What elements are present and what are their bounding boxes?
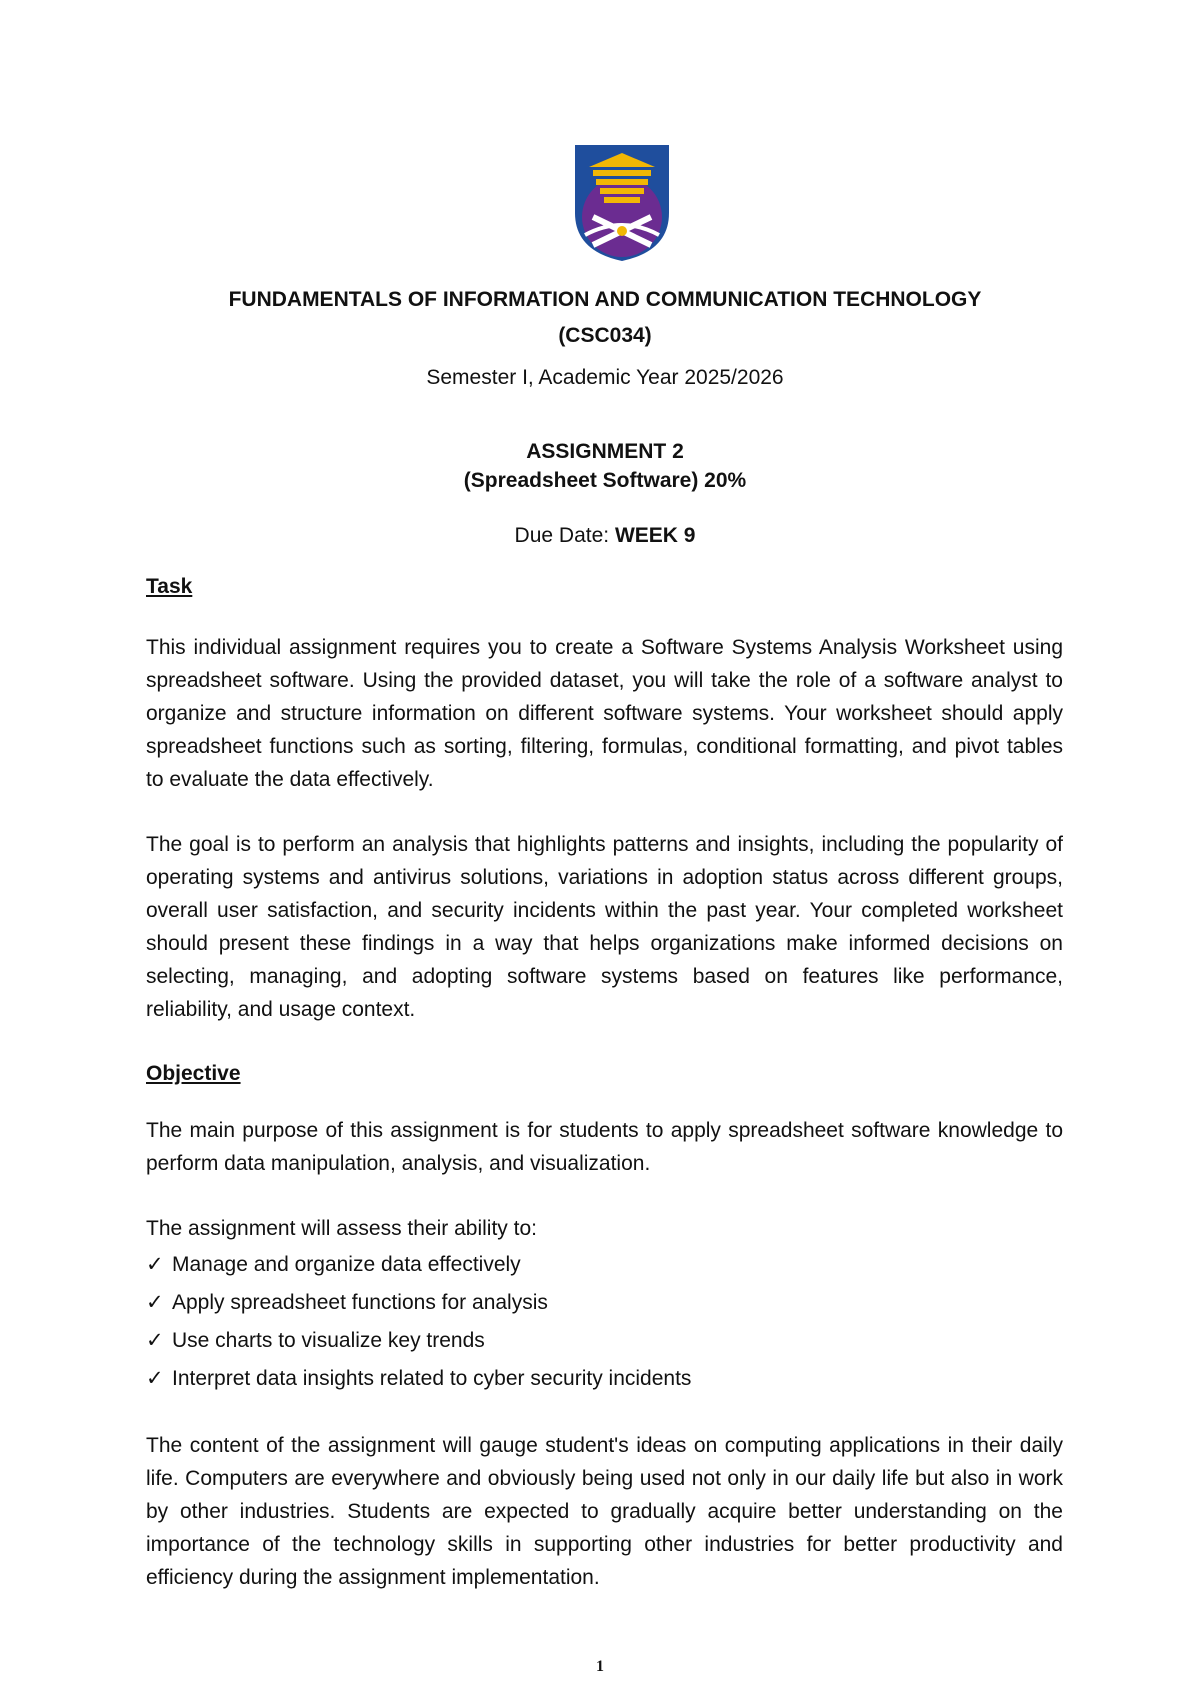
- objective-paragraph-1: The main purpose of this assignment is for students to apply spreadsheet software knowledge to perform data manipulation, analysis, and visualization.: [146, 1119, 1063, 1175]
- check-mark-icon: ✓: [146, 1367, 164, 1390]
- list-item: [146, 1246, 1063, 1284]
- list-item: [146, 1322, 1063, 1360]
- check-mark-icon: ✓: [146, 1253, 164, 1276]
- due-date-label: Due Date:: [514, 524, 615, 547]
- page-number: 1: [596, 1658, 604, 1675]
- university-crest-logo: [573, 143, 671, 263]
- semester-line: Semester I, Academic Year 2025/2026: [426, 366, 784, 389]
- task-heading: Task: [146, 575, 193, 598]
- course-code: (CSC034): [558, 324, 652, 347]
- check-mark-icon: ✓: [146, 1329, 164, 1352]
- list-item: [146, 1284, 1063, 1322]
- assignment-title: ASSIGNMENT 2: [526, 440, 684, 463]
- list-intro: The assignment will assess their ability to:: [146, 1217, 537, 1240]
- list-item-text: Apply spreadsheet functions for analysis: [172, 1291, 548, 1314]
- objective-heading: Objective: [146, 1062, 241, 1085]
- list-item-text: Interpret data insights related to cyber security incidents: [172, 1367, 692, 1390]
- task-paragraph-2: The goal is to perform an analysis that highlights patterns and insights, including the popularity of operating systems and antivirus solutions, variations in adoption status across different groups, overall user satisfaction, and security incidents within the past year. Your completed worksheet should present these findings in a way that helps organizations make informed decisions on selecting, managing, and adopting software systems based on features like performance, reliability, and usage context.: [146, 833, 1063, 1021]
- list-item-text: Manage and organize data effectively: [172, 1253, 521, 1276]
- due-date-line: [146, 522, 1064, 550]
- assignment-subtitle: (Spreadsheet Software) 20%: [463, 469, 747, 492]
- due-date-value: WEEK 9: [614, 524, 696, 547]
- list-item-text: Use charts to visualize key trends: [172, 1329, 485, 1352]
- ability-list: [146, 1246, 1063, 1398]
- assignment-title-block: [146, 437, 1064, 495]
- course-title: [146, 282, 1064, 354]
- list-item: [146, 1360, 1063, 1398]
- check-mark-icon: ✓: [146, 1291, 164, 1314]
- task-paragraph-1: This individual assignment requires you to create a Software Systems Analysis Worksheet using spreadsheet software. Using the provided dataset, you will take the role of a software analyst to organize and structure information on different software systems. Your worksheet should apply spreadsheet functions such as sorting, filtering, formulas, conditional formatting, and pivot tables to evaluate the data effectively.: [146, 636, 1063, 791]
- course-title-line: FUNDAMENTALS OF INFORMATION AND COMMUNICATION TECHNOLOGY: [228, 288, 982, 311]
- objective-paragraph-2: The content of the assignment will gauge student's ideas on computing applications in their daily life. Computers are everywhere and obviously being used not only in our daily life but also in work by other industries. Students are expected to gradually acquire better understanding on the importance of the technology skills in supporting other industries for better productivity and efficiency during the assignment implementation.: [146, 1434, 1063, 1589]
